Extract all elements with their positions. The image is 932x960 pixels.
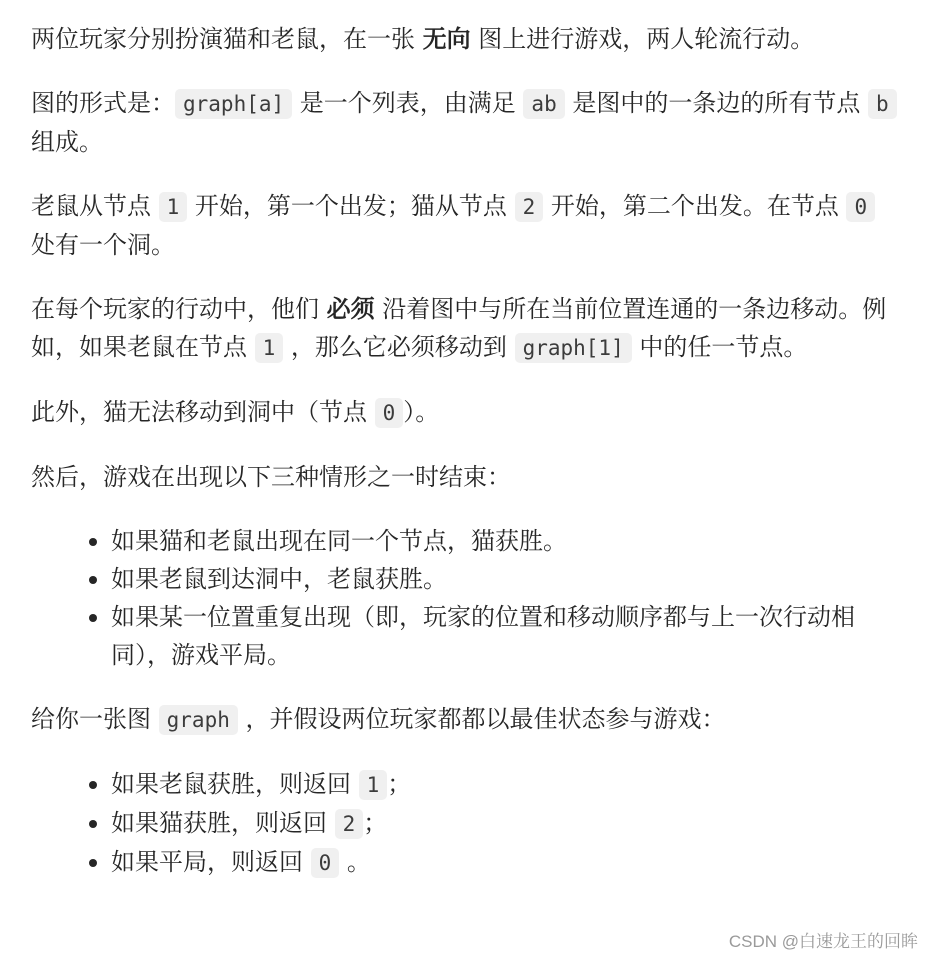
text-segment: 如果老鼠获胜，则返回 [111,770,359,798]
text-segment: 是图中的一条边的所有节点 [564,89,868,117]
text-segment: ，那么它必须移动到 [283,333,515,361]
text-segment: 图上进行游戏，两人轮流行动。 [470,25,815,53]
inline-code: b [868,89,897,119]
list-item: 如果某一位置重复出现（即，玩家的位置和移动顺序都与上一次行动相同），游戏平局。 [111,598,901,674]
text-segment: 沿着图中与所在当前位置连通的一条边移动。例如，如果老鼠在节点 [31,295,887,361]
problem-description [31,0,901,882]
inline-code: 1 [159,192,188,222]
text-segment: 。 [339,848,371,876]
inline-code: 2 [335,809,364,839]
text-segment: 在每个玩家的行动中，他们 [31,295,327,323]
movement-paragraph [31,290,901,367]
text-segment: 开始，第二个出发。在节点 [543,192,847,220]
text-segment: ）。 [403,398,440,426]
text-segment: 老鼠从节点 [31,192,159,220]
task-paragraph [31,700,901,739]
list-item: 如果老鼠到达洞中，老鼠获胜。 [111,560,901,598]
text-segment: 组成。 [31,128,103,156]
csdn-watermark: CSDN @白速龙王的回眸 [728,932,918,951]
cat-restriction-paragraph [31,393,901,432]
list-item [111,843,901,882]
return-values-list [31,765,901,882]
graph-format-paragraph [31,84,901,161]
text-segment: 此外，猫无法移动到洞中（节点 [31,398,375,426]
inline-code: 1 [359,770,388,800]
start-positions-paragraph [31,187,901,264]
text-segment: 开始，第一个出发；猫从节点 [187,192,515,220]
inline-code: 0 [311,848,340,878]
text-segment: 处有一个洞。 [31,231,175,259]
intro-paragraph [31,20,901,58]
list-item [111,804,901,843]
text-segment: ； [363,809,388,837]
emphasis-must: 必须 [326,295,375,323]
text-segment: 图的形式是： [31,89,175,117]
inline-code: graph[1] [515,333,632,363]
inline-code: 2 [515,192,544,222]
list-item [111,765,901,804]
inline-code: ab [523,89,564,119]
end-conditions-list [31,522,901,674]
end-conditions-intro [31,458,901,496]
inline-code: graph[a] [175,89,292,119]
inline-code: 1 [255,333,284,363]
text-segment: 两位玩家分别扮演猫和老鼠，在一张 [31,25,423,53]
text-segment: 如果猫获胜，则返回 [111,809,335,837]
text-segment: 中的任一节点。 [631,333,808,361]
text-segment: 给你一张图 [31,705,159,733]
text-segment: ，并假设两位玩家都都以最佳状态参与游戏： [237,705,726,733]
text-segment: 然后，游戏在出现以下三种情形之一时结束： [31,463,511,491]
emphasis-undirected: 无向 [422,25,471,53]
inline-code: 0 [846,192,875,222]
text-segment: 是一个列表，由满足 [292,89,524,117]
inline-code: graph [159,705,238,735]
text-segment: ； [387,770,412,798]
inline-code: 0 [375,398,404,428]
list-item: 如果猫和老鼠出现在同一个节点，猫获胜。 [111,522,901,560]
text-segment: 如果平局，则返回 [111,848,311,876]
